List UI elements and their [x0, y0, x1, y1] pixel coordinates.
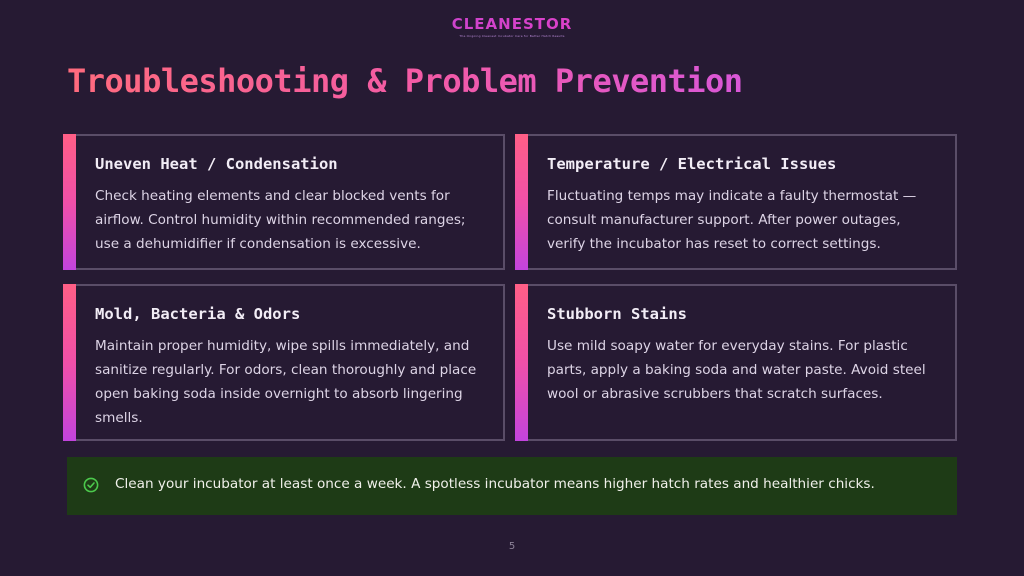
card-title: Uneven Heat / Condensation — [95, 155, 338, 173]
tip-banner — [67, 457, 957, 515]
page-number: 5 — [508, 541, 516, 552]
card-mold-bacteria — [63, 284, 505, 441]
card-accent-bar — [515, 134, 528, 270]
card-body: Check heating elements and clear blocked vents for airflow. Control humidity within recommended ranges; use a dehumidifier if condensation is excessive. — [95, 188, 466, 252]
tip-text: Clean your incubator at least once a week. A spotless incubator means higher hatch rates and healthier chicks. — [115, 476, 875, 492]
card-title: Mold, Bacteria & Odors — [95, 305, 301, 323]
card-title: Stubborn Stains — [547, 305, 687, 323]
slide-title: Troubleshooting & Problem Prevention — [67, 62, 743, 100]
brand-tagline: The Ongoing Cleanest Incubator Care for Better Hatch Results — [459, 34, 565, 38]
card-temperature-electrical — [515, 134, 957, 270]
card-title: Temperature / Electrical Issues — [547, 155, 837, 173]
card-stubborn-stains — [515, 284, 957, 441]
brand-name: CLEANESTOR — [0, 15, 1024, 33]
card-accent-bar — [63, 134, 76, 270]
card-accent-bar — [515, 284, 528, 441]
check-circle-icon — [83, 477, 99, 493]
card-body: Fluctuating temps may indicate a faulty thermostat — consult manufacturer support. After power outages, verify the incubator has reset to correct settings. — [547, 188, 917, 252]
card-body: Maintain proper humidity, wipe spills immediately, and sanitize regularly. For odors, clean thoroughly and place open baking soda inside overnight to absorb lingering smells. — [95, 338, 477, 426]
card-body: Use mild soapy water for everyday stains. For plastic parts, apply a baking soda and water paste. Avoid steel wool or abrasive scrubbers that scratch surfaces. — [547, 338, 926, 402]
card-uneven-heat — [63, 134, 505, 270]
brand-logo — [0, 15, 1024, 38]
card-accent-bar — [63, 284, 76, 441]
